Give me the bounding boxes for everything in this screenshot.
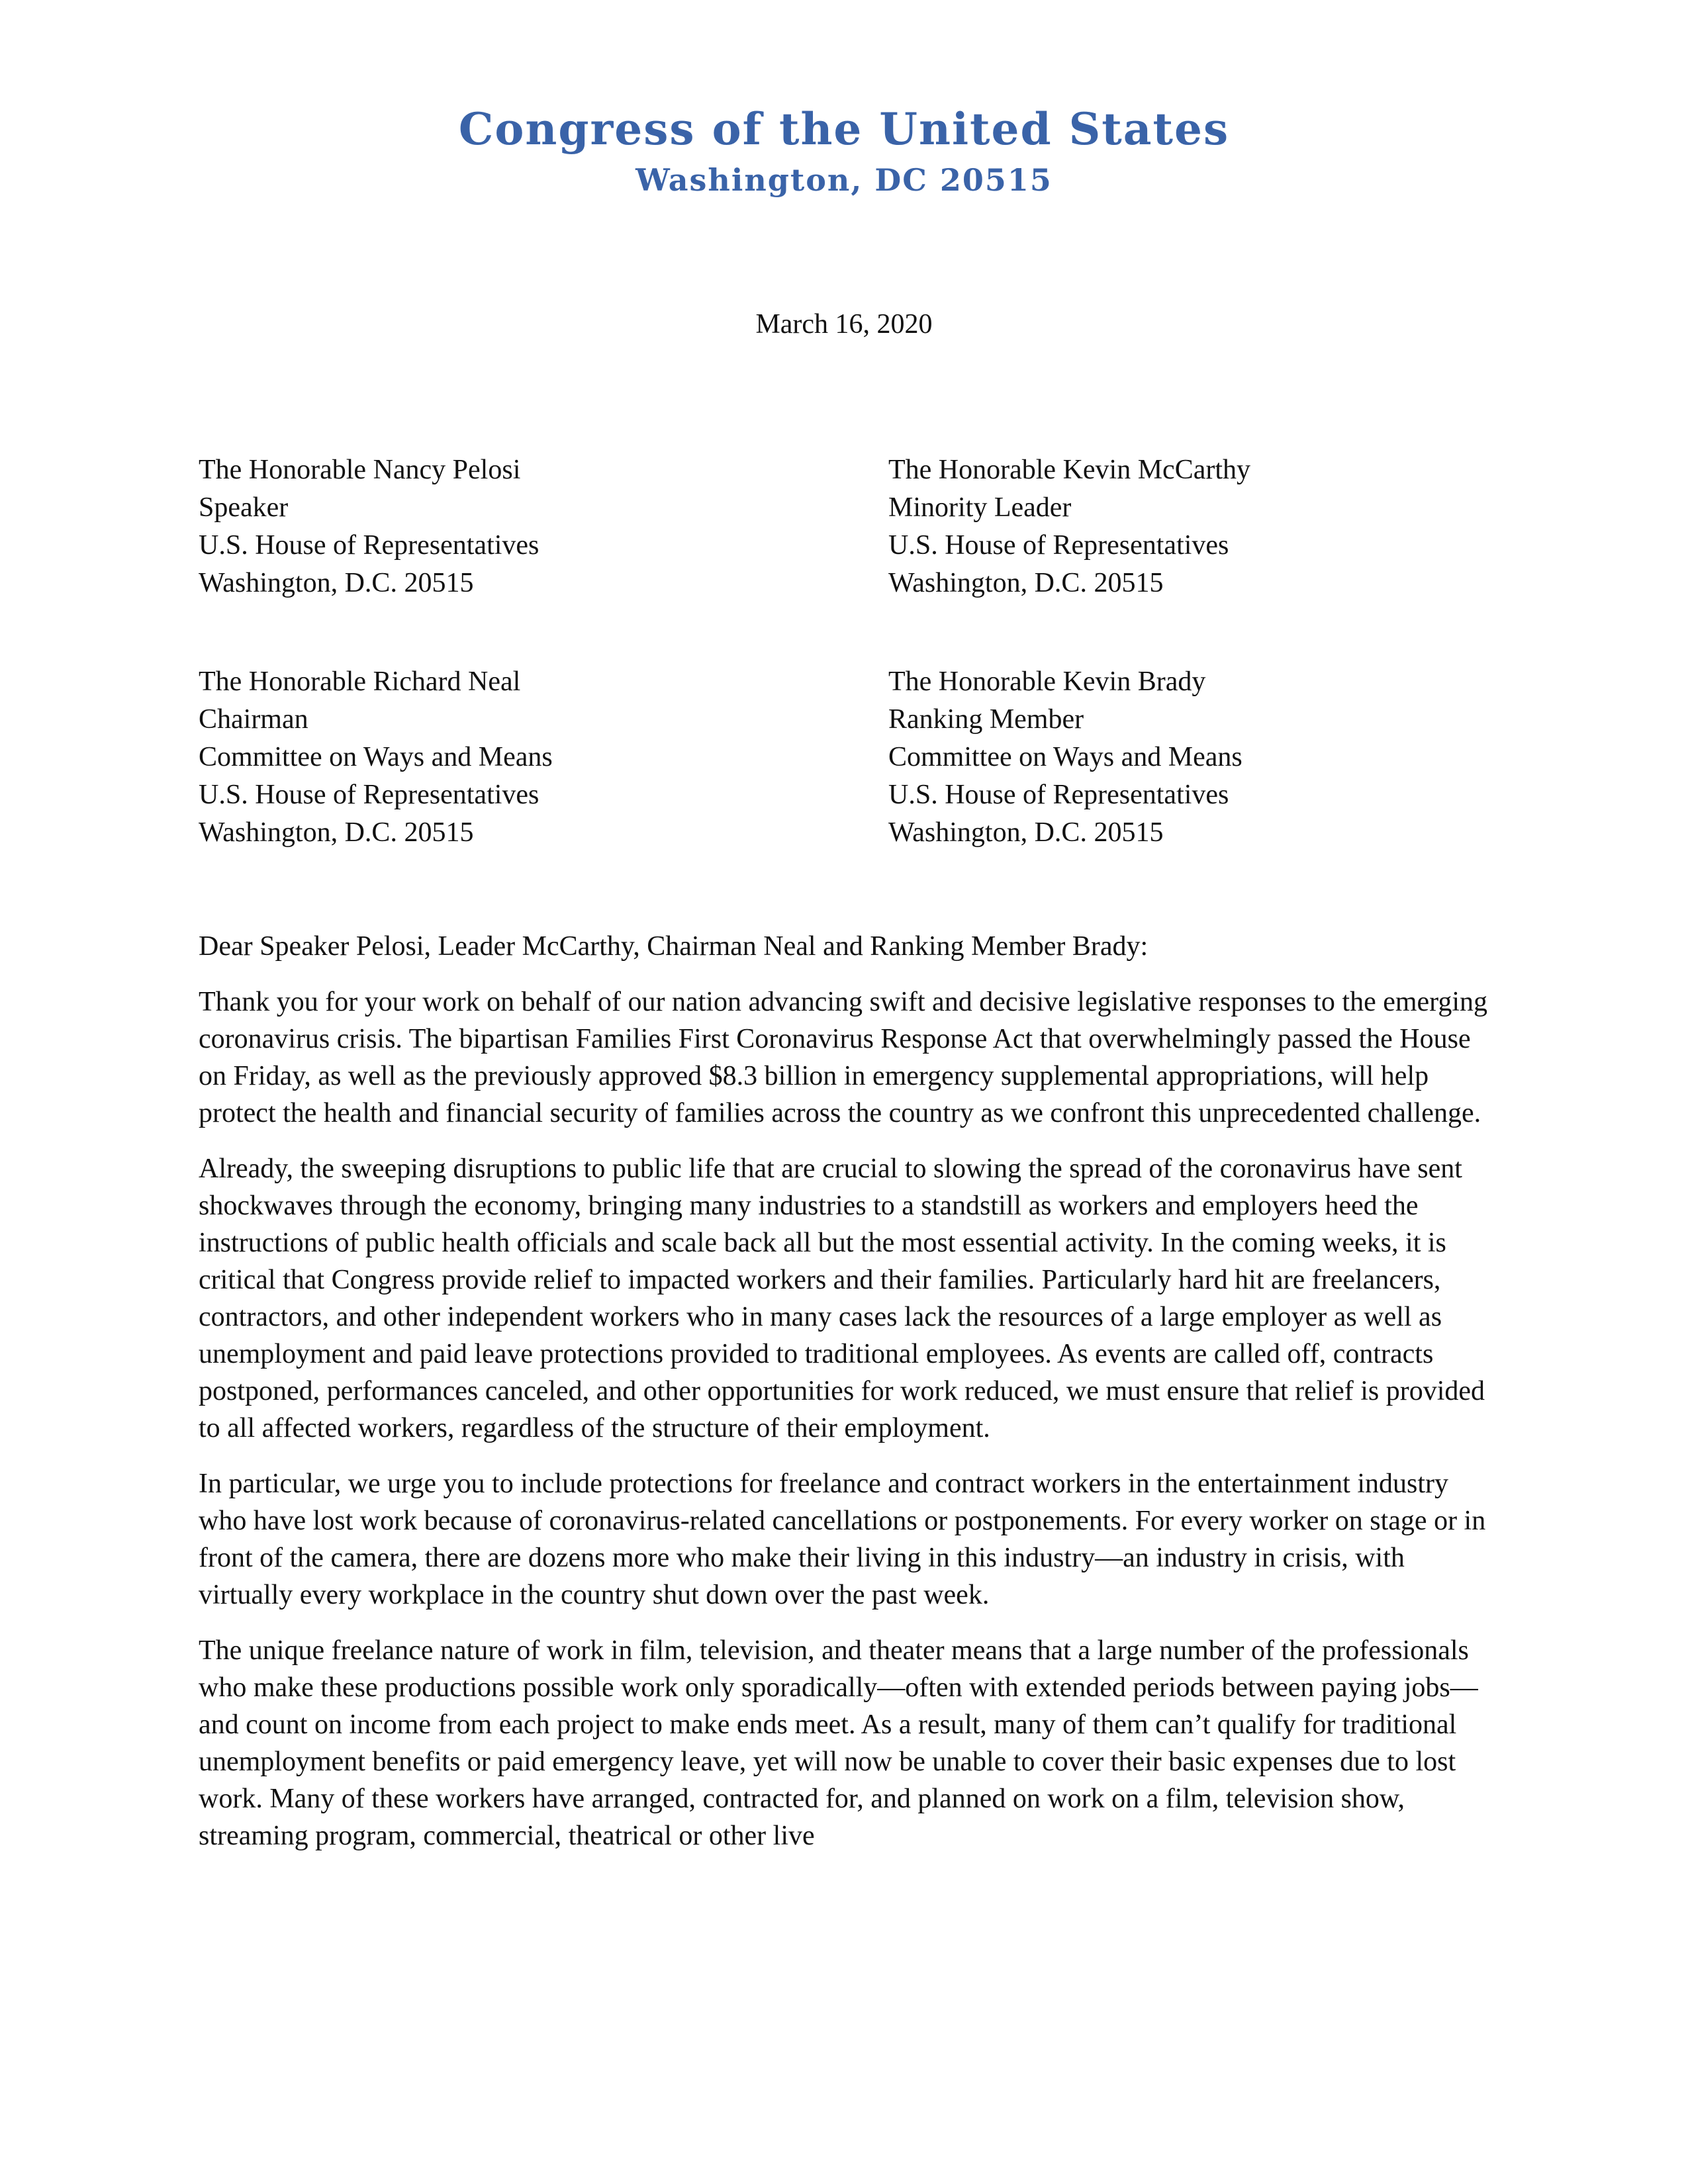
salutation: Dear Speaker Pelosi, Leader McCarthy, Chairman Neal and Ranking Member Brady: (199, 931, 1149, 962)
body-paragraph: The unique freelance nature of work in film, television, and theater means that a large number of the professionals who make these productions possible work only sporadically—often with extended periods between paying jobs—and count on income from each project to make ends meet. As a result, many of them can’t qualify for traditional unemployment benefits or paid emergency leave, yet will now be unable to cover their basic expenses due to lost work. Many of these workers have arranged, contracted for, and planned on work on a film, television show, streaming program, commercial, theatrical or other live (199, 1635, 1478, 1851)
recipient-line: Minority Leader (888, 492, 1072, 523)
letterhead-subtitle: Washington, DC 20515 (635, 162, 1053, 198)
body-paragraph: Thank you for your work on behalf of our nation advancing swift and decisive legislative responses to the emerging coronavirus crisis. The bipartisan Families First Coronavirus Response Act that overwhelmingly passed the House on Friday, as well as the previously approved $8.3 billion in emergency supplemental appropriations, will help protect the health and financial security of families across the country as we confront this unprecedented challenge. (199, 987, 1488, 1128)
recipient-line: U.S. House of Representatives (199, 530, 539, 561)
recipient-line: Washington, D.C. 20515 (199, 568, 474, 598)
recipient-line: U.S. House of Representatives (888, 530, 1229, 561)
recipient-line: Washington, D.C. 20515 (888, 568, 1164, 598)
letterhead (0, 99, 1688, 201)
recipient-line: Speaker (199, 492, 289, 523)
letter-body (199, 983, 1496, 1873)
recipient-line: U.S. House of Representatives (199, 780, 539, 810)
recipient-line: U.S. House of Representatives (888, 780, 1229, 810)
recipient-line: Ranking Member (888, 704, 1084, 735)
recipient-line: Washington, D.C. 20515 (888, 817, 1164, 848)
recipient-pelosi (199, 451, 539, 602)
recipient-line: The Honorable Kevin Brady (888, 666, 1206, 697)
recipient-mccarthy (888, 451, 1250, 602)
recipient-line: The Honorable Nancy Pelosi (199, 455, 521, 485)
letter-date: March 16, 2020 (755, 309, 933, 340)
recipient-line: Washington, D.C. 20515 (199, 817, 474, 848)
recipient-line: Committee on Ways and Means (199, 742, 553, 772)
letterhead-title: Congress of the United States (458, 103, 1230, 155)
recipient-brady (888, 663, 1243, 852)
recipient-neal (199, 663, 553, 852)
body-paragraph: In particular, we urge you to include protections for freelance and contract workers in the entertainment industry who have lost work because of coronavirus-related cancellations or postponements. For every worker on stage or in front of the camera, there are dozens more who make their living in this industry—an industry in crisis, with virtually every workplace in the country shut down over the past week. (199, 1469, 1486, 1610)
recipient-line: The Honorable Kevin McCarthy (888, 455, 1251, 485)
body-paragraph: Already, the sweeping disruptions to public life that are crucial to slowing the spread of the coronavirus have sent shockwaves through the economy, bringing many industries to a standstill as workers and employers heed the instructions of public health officials and scale back all but the most essential activity. In the coming weeks, it is critical that Congress provide relief to impacted workers and their families. Particularly hard hit are freelancers, contractors, and other independent workers who in many cases lack the resources of a large employer as well as unemployment and paid leave protections provided to traditional employees. As events are called off, contracts postponed, performances canceled, and other opportunities for work reduced, we must ensure that relief is provided to all affected workers, regardless of the structure of their employment. (199, 1154, 1485, 1443)
recipient-line: Committee on Ways and Means (888, 742, 1243, 772)
recipient-line: Chairman (199, 704, 308, 735)
recipient-line: The Honorable Richard Neal (199, 666, 521, 697)
